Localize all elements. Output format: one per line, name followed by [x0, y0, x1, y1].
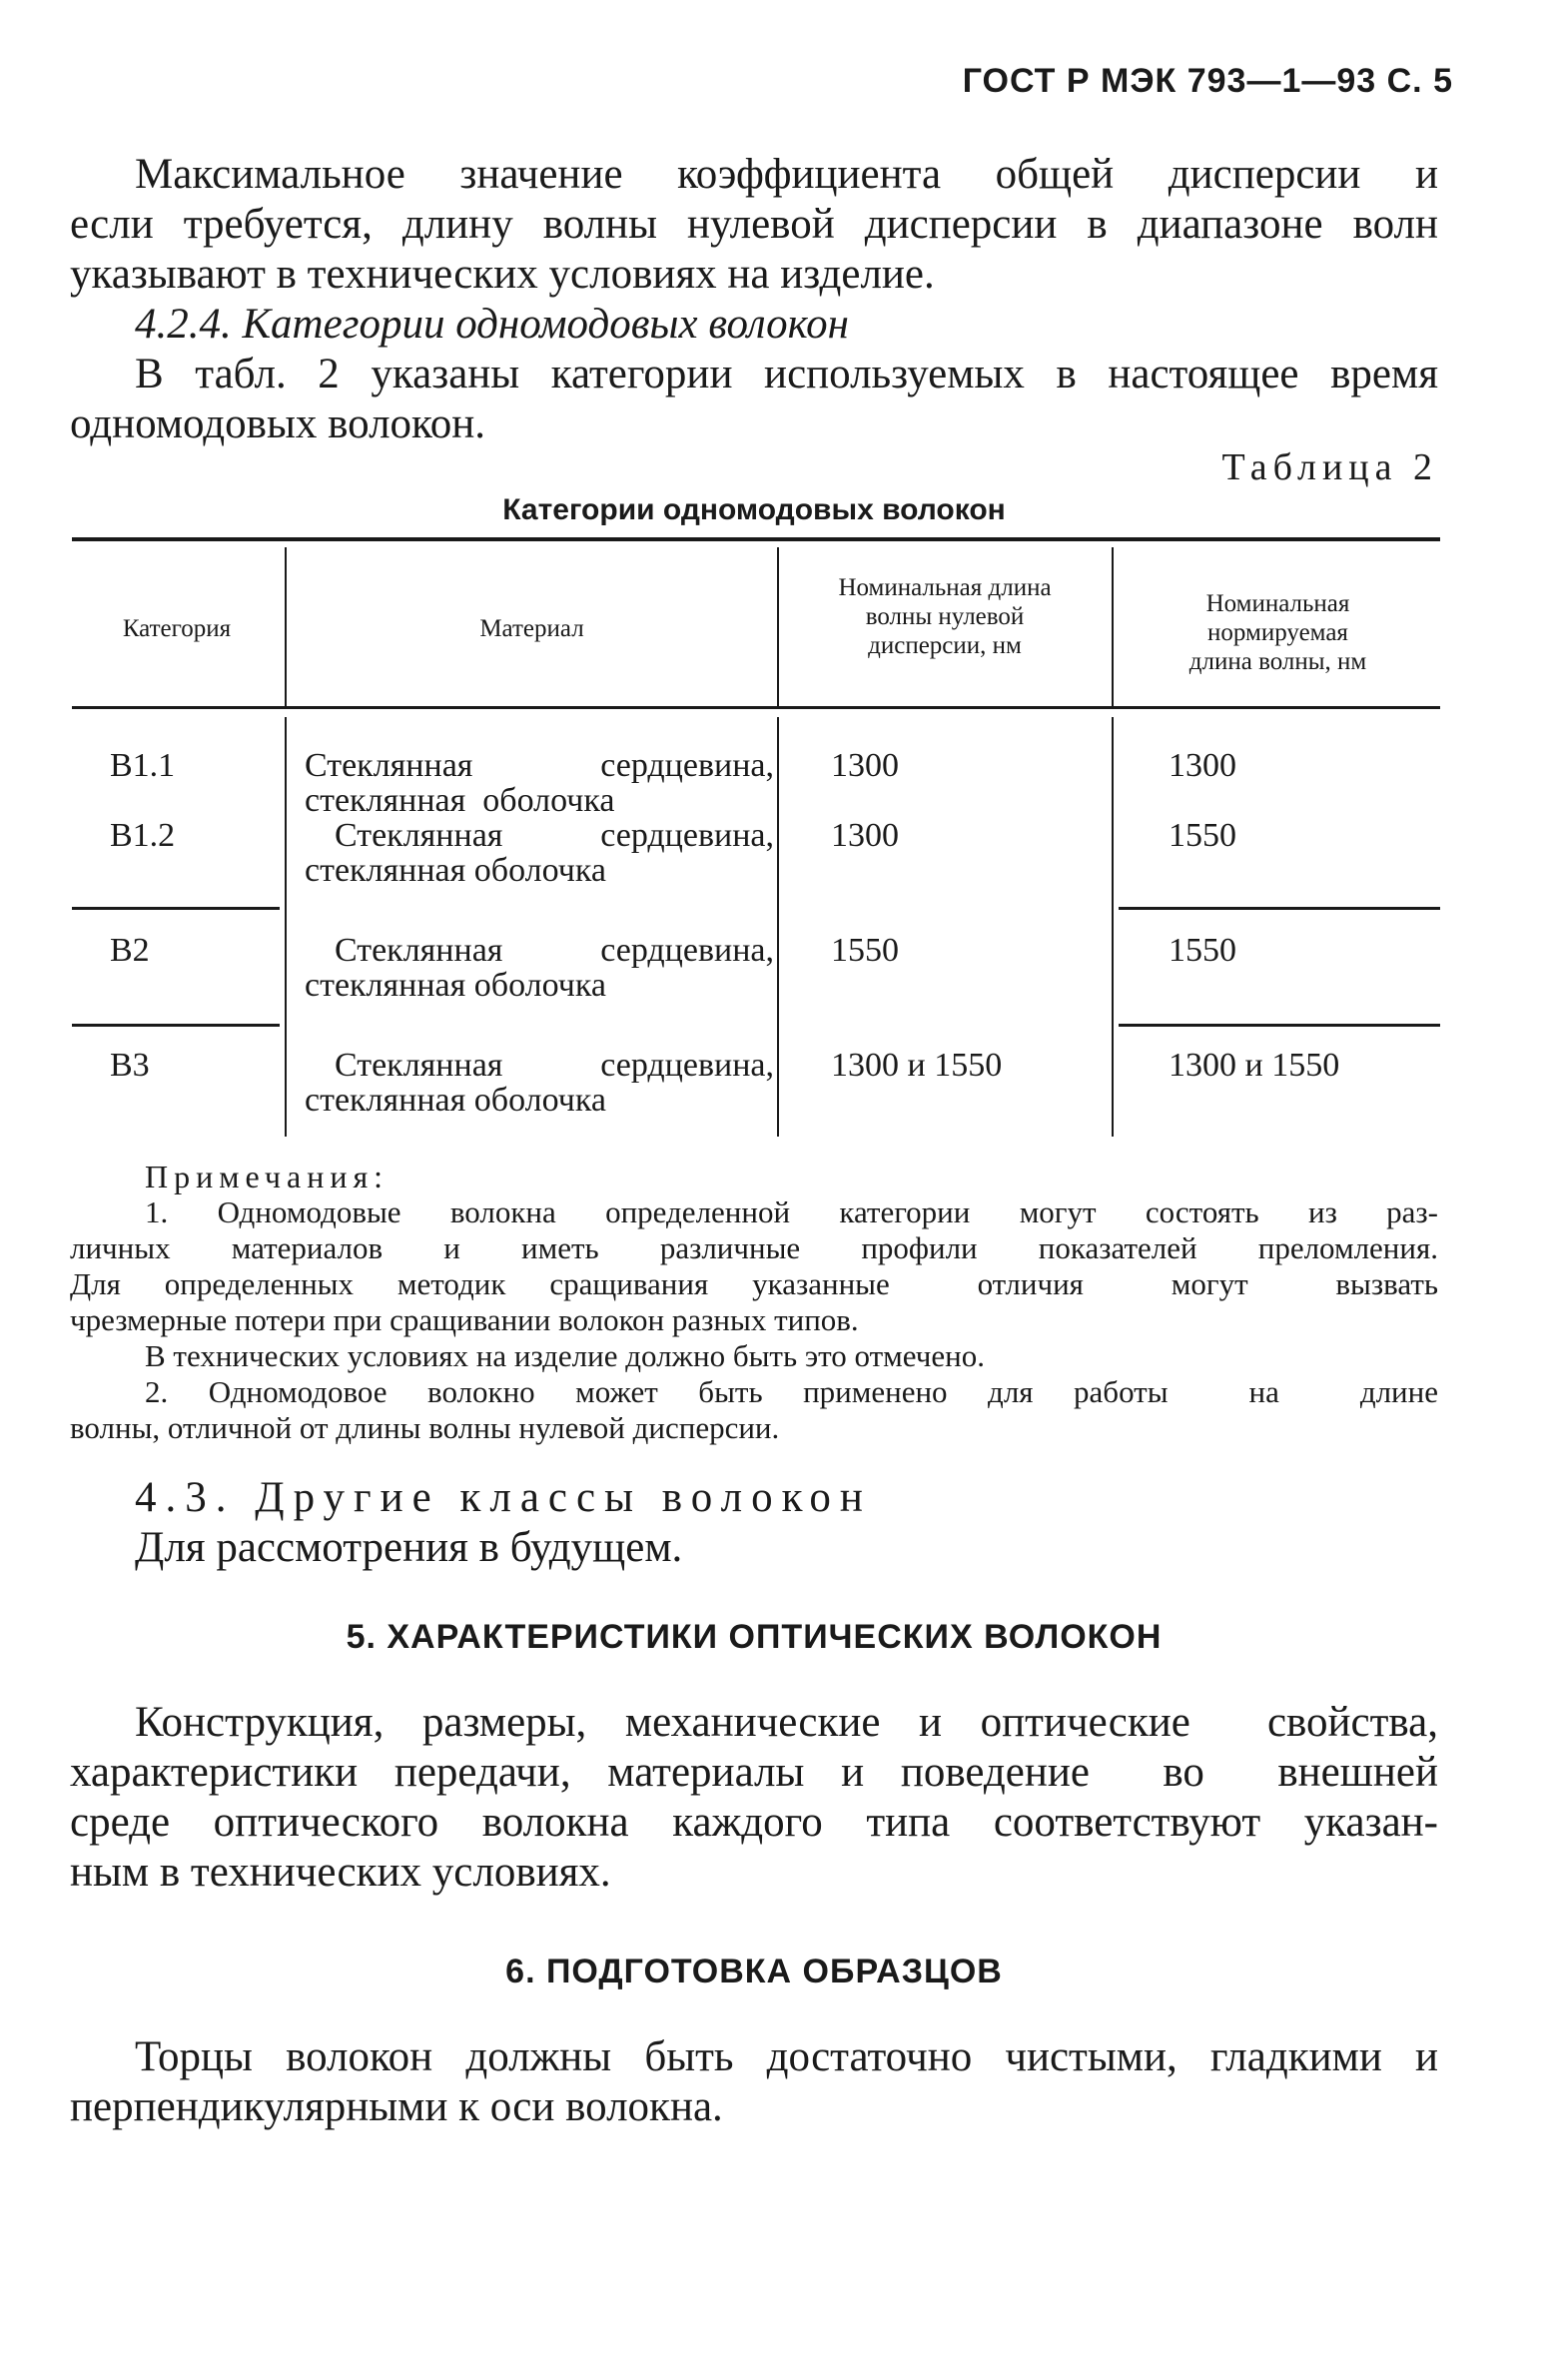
- table-top-rule: [72, 537, 1440, 541]
- header-text-line: волны нулевой: [865, 603, 1025, 630]
- cell-zero-dispersion: 1300: [831, 817, 899, 854]
- header-category: Категория: [122, 615, 232, 642]
- paragraph-line: среде оптического волокна каждого типа соответствуют указан-: [70, 1799, 1438, 1846]
- note-line: чрезмерные потери при сращивании волокон разных типов.: [70, 1302, 859, 1337]
- table-col-divider: [1112, 547, 1114, 707]
- cell-category: B2: [110, 932, 150, 969]
- paragraph-line: В табл. 2 указаны категории используемых в настоящее время: [135, 351, 1438, 397]
- cell-material: стеклянная оболочка: [305, 967, 606, 1004]
- cell-material: стеклянная оболочка: [305, 1082, 606, 1119]
- note-line: В технических условиях на изделие должно быть это отмечено.: [145, 1338, 985, 1373]
- paragraph-line: если требуется, длину волны нулевой дисперсии в диапазоне волн: [70, 201, 1438, 248]
- header-text-line: дисперсии, нм: [868, 632, 1022, 659]
- table-title: Категории одномодовых волокон: [502, 493, 1006, 526]
- cell-zero-dispersion: 1550: [831, 932, 899, 969]
- paragraph-line: одномодовых волокон.: [70, 400, 485, 447]
- table-col-divider: [777, 717, 779, 1137]
- cell-wavelength: 1550: [1169, 817, 1236, 854]
- note-line: волны, отличной от длины волны нулевой дисперсии.: [70, 1410, 780, 1445]
- cell-category: B3: [110, 1047, 150, 1084]
- section-4-3-text: Для рассмотрения в будущем.: [135, 1524, 683, 1571]
- table-col-divider: [777, 547, 779, 707]
- cell-wavelength: 1550: [1169, 932, 1236, 969]
- header-nominal-wavelength: [1116, 589, 1440, 676]
- table-row-rule: [1119, 907, 1440, 910]
- table-row-rule: [1119, 1024, 1440, 1027]
- subsection-heading: 4.2.4. Категории одномодовых волокон: [135, 301, 849, 348]
- header-zero-dispersion: [781, 573, 1109, 660]
- header-material: Материал: [479, 615, 584, 642]
- note-line: 2. Одномодовое волокно может быть применено для работы на длине: [145, 1374, 1438, 1409]
- paragraph-line: Максимальное значение коэффициента общей дисперсии и: [135, 151, 1438, 198]
- table-col-divider: [285, 547, 287, 707]
- header-text-line: нормируемая: [1207, 619, 1348, 646]
- table-label: Таблица 2: [1221, 446, 1438, 488]
- cell-material: стеклянная оболочка: [305, 782, 615, 819]
- paragraph-line: ным в технических условиях.: [70, 1849, 611, 1896]
- section-5-heading: 5. ХАРАКТЕРИСТИКИ ОПТИЧЕСКИХ ВОЛОКОН: [346, 1618, 1163, 1656]
- header-text-line: Номинальная длина: [838, 574, 1052, 601]
- cell-zero-dispersion: 1300 и 1550: [831, 1047, 1003, 1084]
- paragraph-line: перпендикулярными к оси волокна.: [70, 2083, 723, 2130]
- note-line: 1. Одномодовые волокна определенной категории могут состоять из раз-: [145, 1194, 1438, 1229]
- section-6-heading: 6. ПОДГОТОВКА ОБРАЗЦОВ: [505, 1953, 1003, 1990]
- running-header: ГОСТ Р МЭК 793—1—93 С. 5: [962, 62, 1453, 100]
- header-text-line: Номинальная: [1205, 590, 1350, 617]
- note-line: Для определенных методик сращивания указанные отличия могут вызвать: [70, 1266, 1438, 1301]
- cell-material: Стеклянная сердцевина,: [335, 817, 774, 854]
- table-row-rule: [72, 907, 280, 910]
- paragraph-line: указывают в технических условиях на изделие.: [70, 251, 935, 298]
- section-4-3-heading: 4.3. Другие классы волокон: [135, 1474, 872, 1521]
- paragraph-line: Конструкция, размеры, механические и оптические свойства,: [135, 1699, 1438, 1746]
- table-row-rule: [72, 1024, 280, 1027]
- cell-category: B1.1: [110, 747, 176, 784]
- cell-material: Стеклянная сердцевина,: [335, 1047, 774, 1084]
- note-line: личных материалов и иметь различные профили показателей преломления.: [70, 1230, 1438, 1265]
- cell-wavelength: 1300: [1169, 747, 1236, 784]
- table-col-divider: [285, 717, 287, 1137]
- cell-material: стеклянная оболочка: [305, 852, 606, 889]
- cell-material: Стеклянная сердцевина,: [305, 747, 774, 784]
- paragraph-line: характеристики передачи, материалы и поведение во внешней: [70, 1749, 1438, 1796]
- cell-material: Стеклянная сердцевина,: [335, 932, 774, 969]
- table-header-rule: [72, 706, 1440, 709]
- header-text-line: длина волны, нм: [1188, 648, 1367, 675]
- cell-zero-dispersion: 1300: [831, 747, 899, 784]
- cell-category: B1.2: [110, 817, 176, 854]
- table-col-divider: [1112, 717, 1114, 1137]
- notes-heading: Примечания:: [145, 1159, 390, 1194]
- cell-wavelength: 1300 и 1550: [1169, 1047, 1340, 1084]
- paragraph-line: Торцы волокон должны быть достаточно чистыми, гладкими и: [135, 2033, 1438, 2080]
